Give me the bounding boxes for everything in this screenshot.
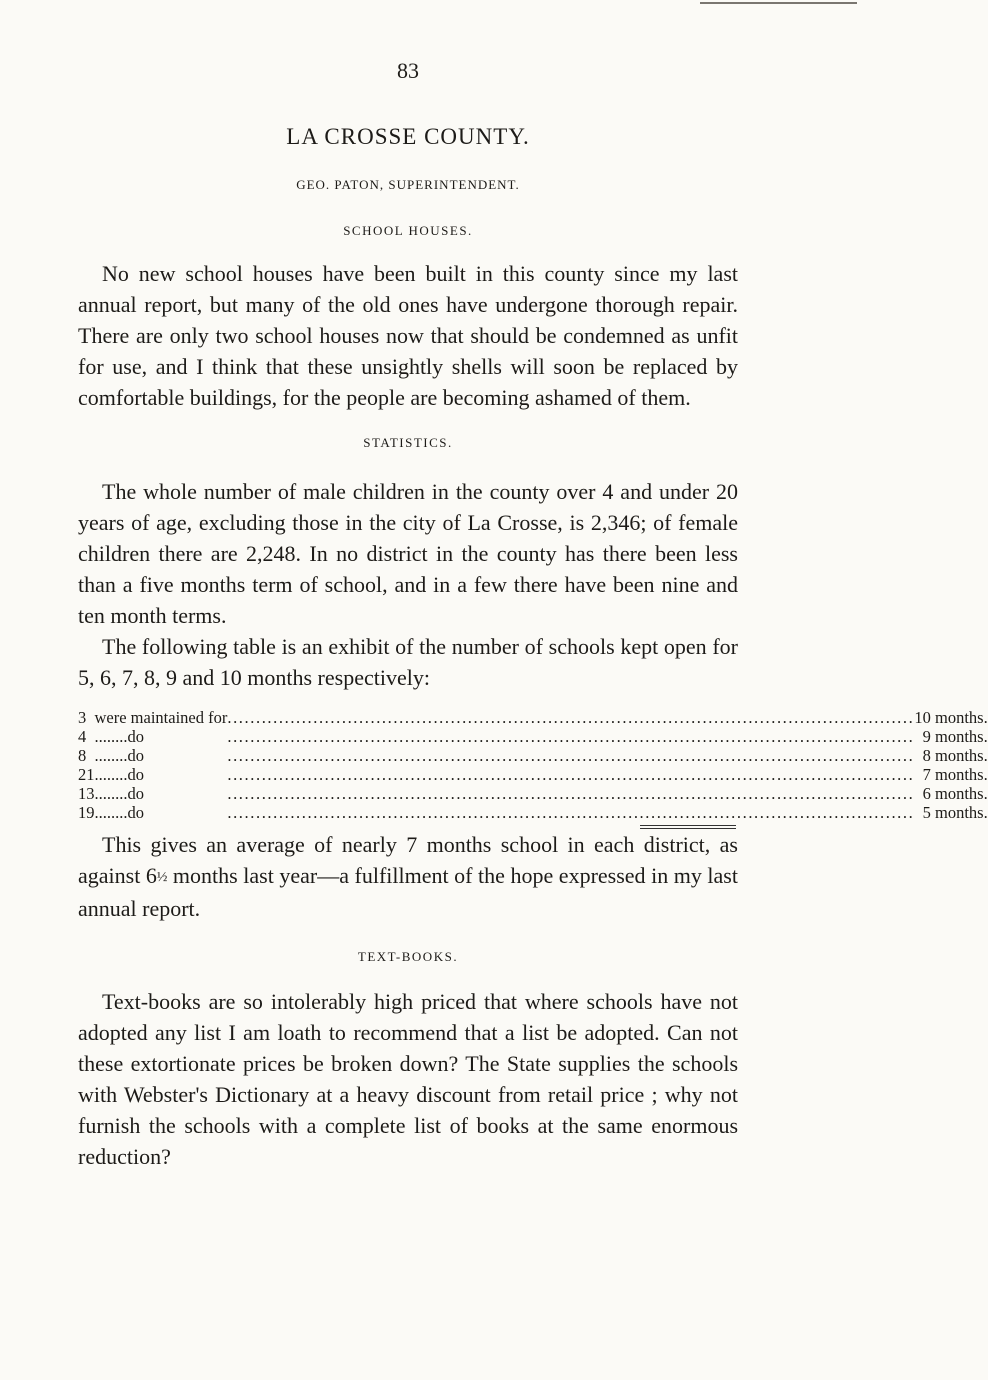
- row-leader-dots: [227, 803, 914, 822]
- row-value: 8 months.: [922, 746, 988, 765]
- row-label: ........do: [94, 803, 144, 822]
- page-title: LA CROSSE COUNTY.: [286, 124, 530, 149]
- statistics-paragraph-3: [78, 829, 738, 924]
- statistics-paragraph-1: The whole number of male children in the county over 4 and under 20 years of age, excluding those in the city of La Crosse, is 2,346; of female children there are 2,248. In no district in the county has there been less than a five months term of school, and in a few there have been nine and ten month terms.: [78, 479, 738, 628]
- section-heading-school-houses: SCHOOL HOUSES.: [343, 223, 473, 238]
- row-count: 3: [78, 708, 87, 727]
- row-leader-dots: [227, 708, 914, 727]
- months-table: [78, 708, 988, 822]
- row-value: 9 months.: [922, 727, 988, 746]
- row-value: 10 months.: [914, 708, 988, 727]
- row-count: 4: [78, 727, 87, 746]
- row-leader-dots: [227, 765, 914, 784]
- row-label: ........do: [94, 746, 144, 765]
- statistics-paragraph-2: The following table is an exhibit of the number of schools kept open for 5, 6, 7, 8, 9 and 10 months respectively:: [78, 634, 738, 690]
- row-label: ........do: [94, 727, 144, 746]
- leader-dots: ........................................................................................................................: [227, 746, 915, 765]
- text-books-paragraph: Text-books are so intolerably high priced that where schools have not adopted any list I am loath to recommend that a list be adopted. Can not these extortionate prices be broken down? The State supplies the schools with Webster's Dictionary at a heavy discount from retail price ; why not furnish the schools with a complete list of books at the same enormous reduction?: [78, 989, 738, 1169]
- average-text-b: months last year—a fulfillment of the hope expressed in my last annual report.: [78, 863, 738, 921]
- row-count: 19: [78, 803, 95, 822]
- row-value: 7 months.: [922, 765, 988, 784]
- table-row: [78, 784, 988, 803]
- row-count: 13: [78, 784, 95, 803]
- page-content: [78, 58, 988, 1172]
- row-value: 6 months.: [922, 784, 988, 803]
- average-text-a: This gives an average of nearly 7 months school in each district, as against 6: [78, 832, 738, 888]
- row-count: 8: [78, 746, 87, 765]
- table-row: [78, 765, 988, 784]
- average-fraction: ½: [156, 870, 168, 885]
- row-leader-dots: [227, 746, 914, 765]
- row-label: ........do: [94, 765, 144, 784]
- row-value: 5 months.: [922, 803, 988, 822]
- school-houses-paragraph: No new school houses have been built in this county since my last annual report, but many of the old ones have undergone thorough repair. There are only two school houses now that should be condemned as unfit for use, and I think that these unsightly shells will soon be replaced by comfortable buildings, for the people are becoming ashamed of them.: [78, 261, 738, 410]
- page-number: 83: [397, 58, 419, 83]
- section-heading-text-books: TEXT-BOOKS.: [357, 949, 459, 964]
- table-row: [78, 727, 988, 746]
- superintendent-line: GEO. PATON, SUPERINTENDENT.: [296, 177, 520, 192]
- row-label: were maintained for: [94, 708, 228, 727]
- row-leader-dots: [227, 727, 914, 746]
- row-count: 21: [78, 765, 95, 784]
- leader-dots: ........................................................................................................................: [227, 765, 915, 784]
- leader-dots: ........................................................................................................................: [227, 784, 915, 803]
- leader-dots: ........................................................................................................................: [227, 727, 915, 746]
- table-row: [78, 746, 988, 765]
- row-leader-dots: [227, 784, 914, 803]
- table-row: [78, 708, 988, 727]
- row-label: ........do: [94, 784, 144, 803]
- leader-dots: ........................................................................................................................: [227, 708, 915, 727]
- top-edge-rule: [700, 2, 857, 4]
- section-heading-statistics: STATISTICS.: [363, 435, 453, 450]
- table-row: [78, 803, 988, 822]
- leader-dots: ........................................................................................................................: [227, 803, 915, 822]
